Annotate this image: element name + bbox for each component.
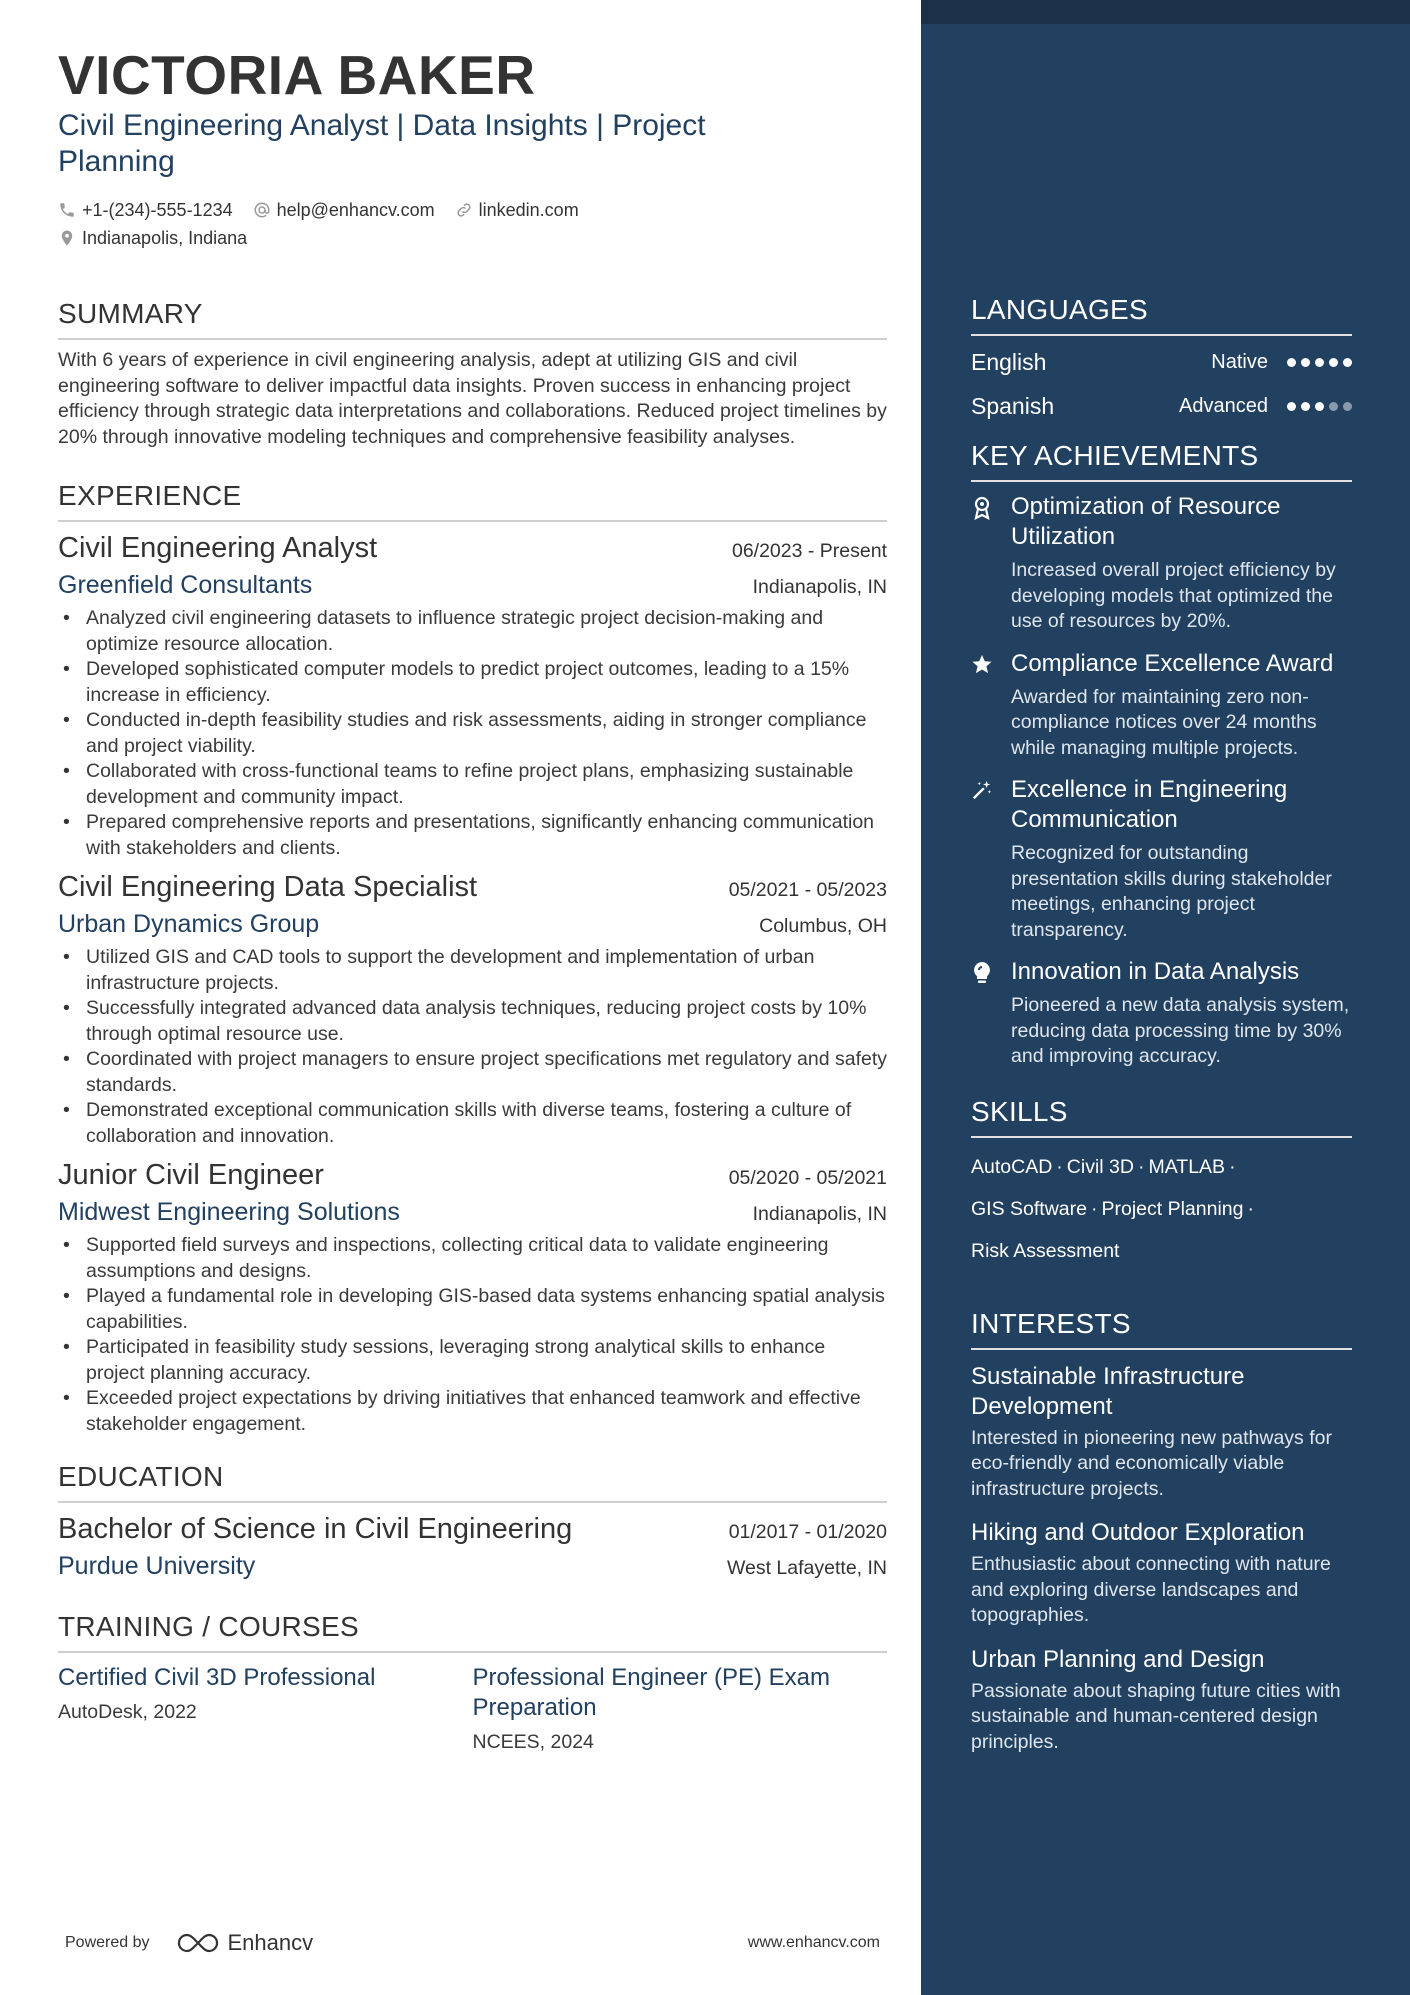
interest-item	[971, 1518, 1352, 1629]
bullet-item: • Supported field surveys and inspections, collecting critical data to validate engineering assumptions and designs.	[58, 1233, 887, 1284]
location-contact	[58, 228, 247, 249]
job-company: Midwest Engineering Solutions	[58, 1198, 400, 1226]
languages-heading: LANGUAGES	[971, 292, 1352, 336]
course-item	[473, 1663, 888, 1754]
job-location: Indianapolis, IN	[752, 576, 887, 598]
achievement-desc: Recognized for outstanding presentation skills during stakeholder meetings, enhancing project transparency.	[1011, 842, 1332, 941]
achievement-desc: Pioneered a new data analysis system, reducing data processing time by 30% and improving accuracy.	[1011, 994, 1350, 1067]
achievement-item	[971, 957, 1352, 1070]
achievement-title: Optimization of Resource Utilization	[1011, 493, 1281, 550]
education-heading: EDUCATION	[58, 1459, 887, 1503]
skill-tag: Project Planning	[1101, 1197, 1244, 1220]
interests-heading: INTERESTS	[971, 1306, 1352, 1350]
course-provider: AutoDesk, 2022	[58, 1701, 197, 1723]
location-pin-icon	[58, 229, 76, 247]
interest-title: Sustainable Infrastructure Development	[971, 1362, 1245, 1420]
school-location: West Lafayette, IN	[726, 1557, 887, 1579]
job-dates: 05/2021 - 05/2023	[728, 879, 887, 901]
achievement-item	[971, 649, 1352, 762]
job-location: Columbus, OH	[759, 915, 887, 937]
job-dates: 06/2023 - Present	[731, 540, 887, 562]
footer	[65, 1928, 880, 1958]
achievements-heading: KEY ACHIEVEMENTS	[971, 438, 1352, 482]
job-entry	[58, 1157, 887, 1437]
bullet-item: • Collaborated with cross-functional teams to refine project plans, emphasizing sustainable development and community impact.	[58, 759, 887, 810]
footer-url[interactable]: www.enhancv.com	[747, 1934, 880, 1951]
interest-desc: Passionate about shaping future cities with sustainable and human-centered design principles.	[971, 1679, 1341, 1753]
phone-number: +1-(234)-555-1234	[82, 199, 233, 220]
skill-tag: Risk Assessment	[971, 1239, 1120, 1262]
bullet-item: • Successfully integrated advanced data analysis techniques, reducing project costs by 10% through optimal resource use.	[58, 996, 887, 1047]
proficiency-dot-filled	[1343, 358, 1352, 367]
headline: Civil Engineering Analyst | Data Insights | Project Planning	[58, 109, 706, 178]
bullet-item: • Developed sophisticated computer models to predict project outcomes, leading to a 15% increase in efficiency.	[58, 657, 887, 708]
proficiency-dot-filled	[1315, 358, 1324, 367]
course-title: Certified Civil 3D Professional	[58, 1664, 376, 1691]
language-level: Advanced	[1179, 394, 1268, 417]
language-name: Spanish	[971, 392, 1055, 419]
interest-desc: Enthusiastic about connecting with nature and exploring diverse landscapes and topographies.	[971, 1553, 1331, 1626]
bullet-item: • Played a fundamental role in developing GIS-based data systems enhancing spatial analysis capabilities.	[58, 1284, 887, 1335]
brand-name: Enhancv	[227, 1930, 314, 1955]
bullet-item: • Prepared comprehensive reports and presentations, significantly enhancing communication with stakeholders and clients.	[58, 810, 887, 861]
job-company: Urban Dynamics Group	[58, 910, 320, 938]
bullet-item: • Demonstrated exceptional communication skills with diverse teams, fostering a culture of collaboration and innovation.	[58, 1098, 887, 1149]
proficiency-dot-filled	[1301, 402, 1310, 411]
award-icon	[971, 496, 993, 520]
skill-tag: Civil 3D	[1066, 1155, 1134, 1178]
training-heading: TRAINING / COURSES	[58, 1609, 887, 1653]
education-dates: 01/2017 - 01/2020	[728, 1521, 887, 1543]
bullet-item: • Participated in feasibility study sessions, leveraging strong analytical skills to enhance project planning accuracy.	[58, 1335, 887, 1386]
language-item	[971, 384, 1352, 428]
candidate-name: VICTORIA BAKER	[58, 44, 536, 106]
proficiency-dot-filled	[1329, 358, 1338, 367]
powered-by-label: Powered by	[65, 1934, 150, 1951]
link-icon	[455, 201, 473, 219]
enhancv-logo[interactable]	[176, 1930, 314, 1956]
language-name: English	[971, 348, 1047, 375]
language-item	[971, 340, 1352, 384]
proficiency-dots	[1282, 402, 1352, 411]
achievement-item	[971, 775, 1352, 943]
course-provider: NCEES, 2024	[472, 1731, 594, 1753]
course-title: Professional Engineer (PE) Exam Preparation	[472, 1664, 830, 1721]
proficiency-dot-filled	[1287, 358, 1296, 367]
proficiency-dot-filled	[1287, 402, 1296, 411]
language-level: Native	[1211, 350, 1268, 373]
interest-item	[971, 1645, 1352, 1756]
phone-icon	[58, 201, 76, 219]
skill-tag: MATLAB	[1148, 1155, 1226, 1178]
lightbulb-icon	[971, 961, 993, 985]
skills-heading: SKILLS	[971, 1094, 1352, 1138]
skill-tag: GIS Software	[971, 1197, 1087, 1220]
job-bullets	[58, 1233, 887, 1437]
job-company: Greenfield Consultants	[58, 571, 313, 599]
school: Purdue University	[58, 1552, 256, 1580]
location-text: Indianapolis, Indiana	[82, 227, 248, 248]
at-sign-icon	[253, 201, 271, 219]
skills-list: AutoCAD · Civil 3D · MATLAB · GIS Software · Project Planning · Risk Assessment	[971, 1155, 1254, 1262]
proficiency-dot-filled	[1315, 402, 1324, 411]
proficiency-dot-empty	[1343, 402, 1352, 411]
skill-tag: AutoCAD	[971, 1155, 1053, 1178]
achievement-desc: Awarded for maintaining zero non-compliance notices over 24 months while managing multiple projects.	[1011, 685, 1317, 759]
main-column	[58, 44, 887, 1754]
experience-heading: EXPERIENCE	[58, 478, 887, 522]
job-location: Indianapolis, IN	[752, 1203, 887, 1225]
interest-item	[971, 1362, 1352, 1503]
linkedin-contact[interactable]	[455, 200, 579, 221]
achievement-item	[971, 492, 1352, 635]
proficiency-dot-filled	[1301, 358, 1310, 367]
sidebar	[921, 0, 1410, 1995]
summary-heading: SUMMARY	[58, 296, 887, 340]
achievement-title: Excellence in Engineering Communication	[1011, 776, 1288, 833]
email-contact[interactable]	[253, 200, 435, 221]
degree: Bachelor of Science in Civil Engineering	[58, 1513, 573, 1545]
interest-title: Hiking and Outdoor Exploration	[971, 1519, 1305, 1546]
bullet-item: • Analyzed civil engineering datasets to influence strategic project decision-making and optimize resource allocation.	[58, 606, 887, 657]
achievement-title: Innovation in Data Analysis	[1011, 958, 1300, 985]
star-icon	[971, 653, 993, 675]
job-bullets	[58, 606, 887, 861]
phone-contact[interactable]	[58, 200, 233, 221]
achievement-title: Compliance Excellence Award	[1011, 649, 1334, 677]
sidebar-top-band	[921, 0, 1410, 24]
linkedin-url: linkedin.com	[478, 199, 579, 220]
course-item	[58, 1663, 473, 1754]
enhancv-logo-icon	[176, 1931, 222, 1955]
proficiency-dot-empty	[1329, 402, 1338, 411]
job-entry	[58, 869, 887, 1149]
job-bullets	[58, 945, 887, 1149]
interest-title: Urban Planning and Design	[971, 1645, 1265, 1673]
bullet-item: • Conducted in-depth feasibility studies and risk assessments, aiding in stronger compliance and project viability.	[58, 708, 887, 759]
email-address: help@enhancv.com	[276, 199, 435, 220]
job-role: Civil Engineering Data Specialist	[58, 871, 478, 903]
achievement-desc: Increased overall project efficiency by developing models that optimized the use of resources by 20%.	[1011, 559, 1336, 632]
magic-wand-icon	[971, 779, 993, 801]
interest-desc: Interested in pioneering new pathways for eco-friendly and economically viable infrastructure projects.	[971, 1426, 1332, 1500]
job-dates: 05/2020 - 05/2021	[728, 1167, 887, 1189]
job-role: Civil Engineering Analyst	[58, 532, 378, 564]
education-entry	[58, 1511, 887, 1581]
bullet-item: • Coordinated with project managers to ensure project specifications met regulatory and safety standards.	[58, 1047, 887, 1098]
job-entry	[58, 530, 887, 861]
job-role: Junior Civil Engineer	[58, 1159, 324, 1191]
contact-info	[58, 196, 887, 252]
proficiency-dots	[1282, 358, 1352, 367]
course-list	[58, 1663, 887, 1754]
summary-text: With 6 years of experience in civil engineering analysis, adept at utilizing GIS and civil engineering software to deliver impactful data insights. Proven success in enhancing project efficiency through strategic data interpretations and collaborations. Reduced project timelines by 20% through innovative modeling techniques and comprehensive feasibility analyses.	[58, 349, 887, 448]
bullet-item: • Utilized GIS and CAD tools to support the development and implementation of urban infrastructure projects.	[58, 945, 887, 996]
bullet-item: • Exceeded project expectations by driving initiatives that enhanced teamwork and effective stakeholder engagement.	[58, 1386, 887, 1437]
